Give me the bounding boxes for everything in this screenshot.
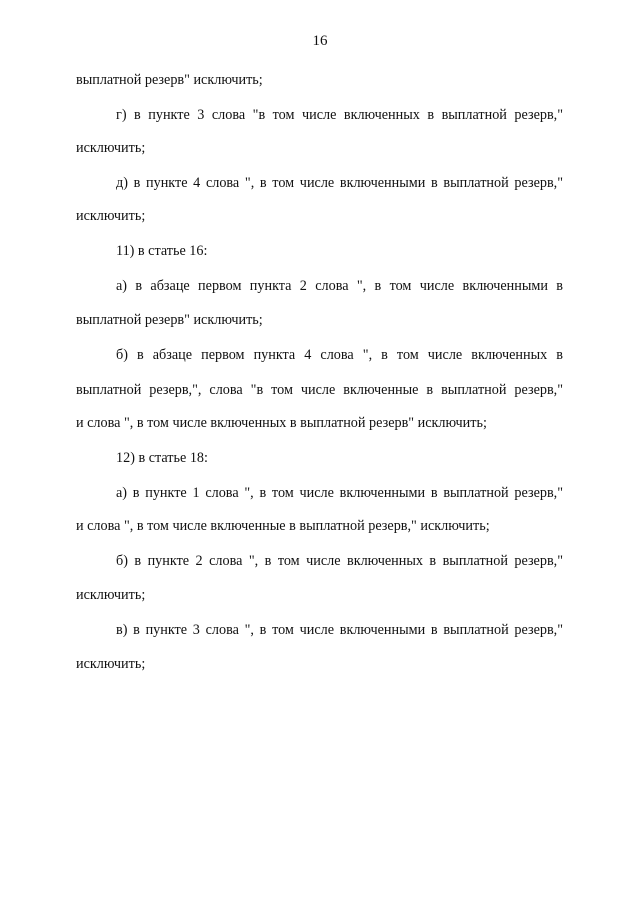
text-line-8: выплатной резерв" исключить;	[76, 312, 263, 328]
text-line-5: исключить;	[76, 208, 146, 224]
text-line-6: 11) в статье 16:	[116, 243, 208, 259]
text-line-18: исключить;	[76, 656, 146, 672]
text-line-15: б) в пункте 2 слова ", в том числе включенных в выплатной резерв,"	[116, 553, 563, 569]
text-line-1: выплатной резерв" исключить;	[76, 72, 263, 88]
text-line-4: д) в пункте 4 слова ", в том числе включенными в выплатной резерв,"	[116, 175, 563, 191]
text-line-3: исключить;	[76, 140, 146, 156]
text-line-17: в) в пункте 3 слова ", в том числе включенными в выплатной резерв,"	[116, 622, 563, 638]
text-line-16: исключить;	[76, 587, 146, 603]
text-line-2: г) в пункте 3 слова "в том числе включенных в выплатной резерв,"	[116, 107, 563, 123]
text-line-14: и слова ", в том числе включенные в выплатной резерв," исключить;	[76, 518, 490, 534]
text-line-9: б) в абзаце первом пункта 4 слова ", в том числе включенных в	[116, 347, 563, 363]
text-line-13: а) в пункте 1 слова ", в том числе включенными в выплатной резерв,"	[116, 485, 563, 501]
text-line-12: 12) в статье 18:	[116, 450, 208, 466]
text-line-11: и слова ", в том числе включенных в выплатной резерв" исключить;	[76, 415, 487, 431]
text-line-10: выплатной резерв,", слова "в том числе включенные в выплатной резерв,"	[76, 382, 563, 398]
text-line-7: а) в абзаце первом пункта 2 слова ", в том числе включенными в	[116, 278, 563, 294]
page-number: 16	[312, 33, 328, 49]
